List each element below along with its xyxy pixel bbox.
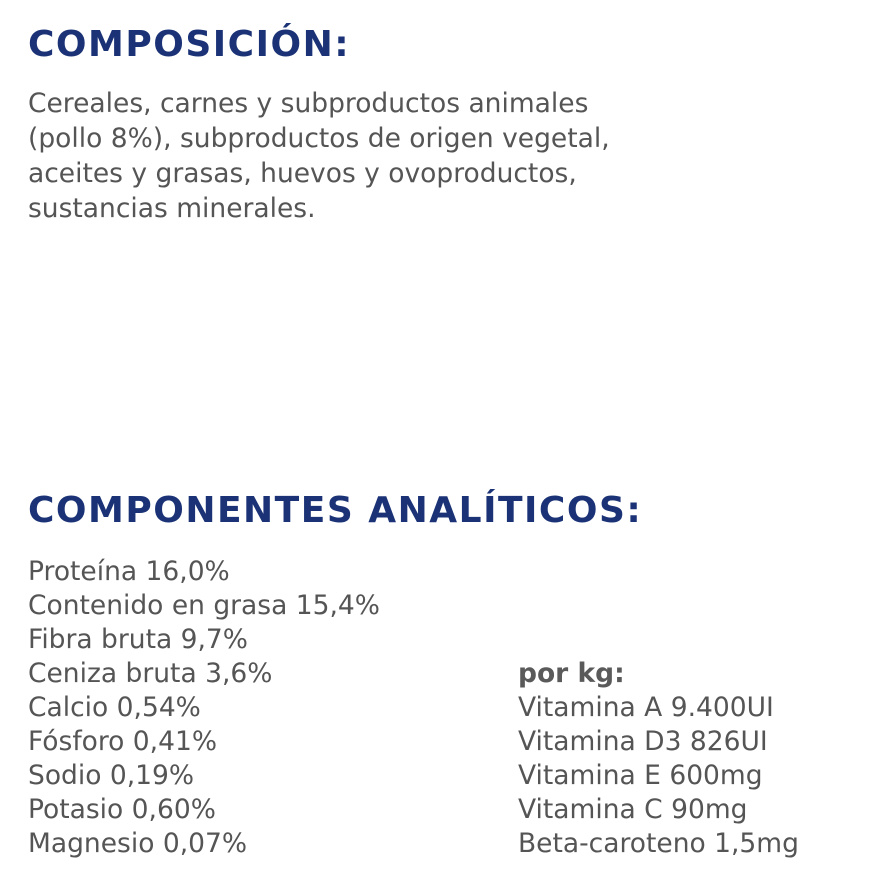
- analytic-item-potassium: Potasio 0,60%: [28, 794, 216, 825]
- analytics-list: [28, 555, 380, 861]
- analytics-heading: COMPONENTES ANALÍTICOS:: [28, 490, 643, 531]
- analytic-item-fibre: Fibra bruta 9,7%: [28, 624, 248, 655]
- composition-text: [28, 86, 868, 226]
- analytic-item-fat: Contenido en grasa 15,4%: [28, 590, 380, 621]
- vitamin-e-item: Vitamina E 600mg: [518, 760, 763, 791]
- per-kg-heading: por kg:: [518, 658, 625, 689]
- vitamin-d3-item: Vitamina D3 826UI: [518, 726, 768, 757]
- analytic-item-ash: Ceniza bruta 3,6%: [28, 658, 273, 689]
- analytic-item-magnesium: Magnesio 0,07%: [28, 828, 248, 859]
- composition-line: aceites y grasas, huevos y ovoproductos,: [28, 158, 577, 189]
- vitamin-c-item: Vitamina C 90mg: [518, 794, 748, 825]
- vitamin-a-item: Vitamina A 9.400UI: [518, 692, 774, 723]
- composition-line: (pollo 8%), subproductos de origen vegetal,: [28, 123, 610, 154]
- analytic-item-sodium: Sodio 0,19%: [28, 760, 195, 791]
- composition-heading: COMPOSICIÓN:: [28, 24, 351, 65]
- per-kg-list: [518, 657, 799, 861]
- analytic-item-phosphorus: Fósforo 0,41%: [28, 726, 217, 757]
- composition-line: sustancias minerales.: [28, 193, 316, 224]
- analytic-item-calcium: Calcio 0,54%: [28, 692, 201, 723]
- composition-line: Cereales, carnes y subproductos animales: [28, 88, 589, 119]
- beta-carotene-item: Beta-caroteno 1,5mg: [518, 828, 799, 859]
- analytic-item-protein: Proteína 16,0%: [28, 556, 230, 587]
